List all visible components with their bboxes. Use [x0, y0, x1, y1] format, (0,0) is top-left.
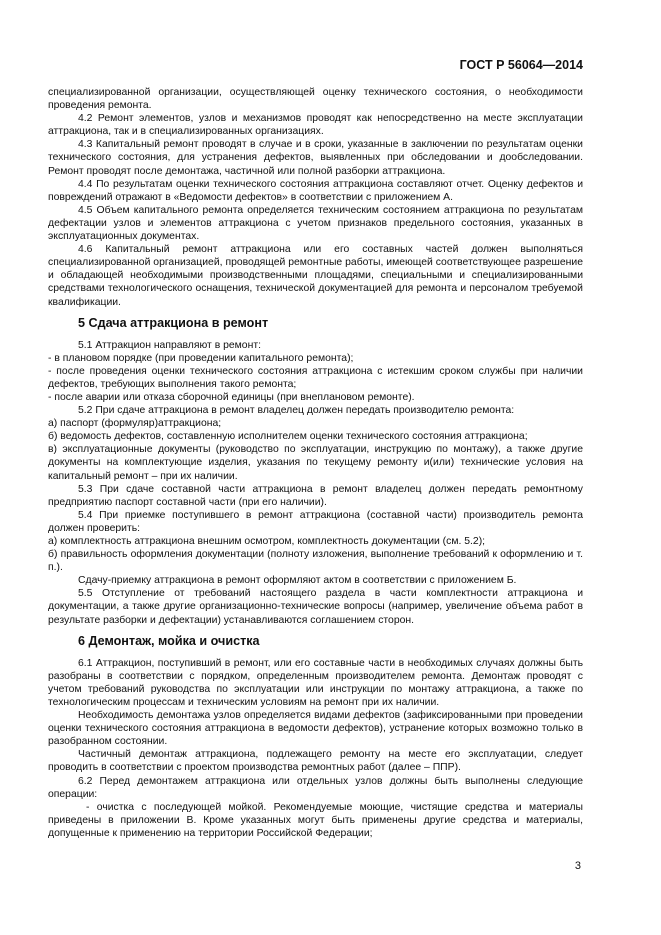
list-item: а) паспорт (формуляр)аттракциона; — [48, 418, 222, 430]
paragraph: Частичный демонтаж аттракциона, подлежащего ремонту на месте его эксплуатации, следует проводить в соответствии с проектом производства ремонтных работ (далее – ППР). — [48, 749, 583, 774]
paragraph: Необходимость демонтажа узлов определяется видами дефектов (зафиксированными при проведении оценки технического состояния аттракциона в ведомости дефектов), устранение которых возможно только в разобранном состоянии. — [48, 710, 583, 748]
document-body — [48, 86, 583, 840]
list-item: в) эксплуатационные документы (руководство по эксплуатации, инструкцию по монтажу), а также другие документы на комплектующие изделия, указания по текущему ремонту и(или) технические условия на капитальный ремонт – при их наличии. — [48, 444, 583, 482]
paragraph: 5.3 При сдаче составной части аттракциона в ремонт владелец должен передать ремонтному предприятию паспорт составной части (при его наличии). — [48, 483, 583, 508]
paragraph: специализированной организации, осуществляющей оценку технического состояния, о необходимости проведения ремонта. — [48, 87, 583, 112]
paragraph: 4.4 По результатам оценки технического состояния аттракциона составляют отчет. Оценку дефектов и повреждений отражают в «Ведомости дефектов» в соответствии с приложением А. — [48, 178, 583, 203]
paragraph: 5.2 При сдаче аттракциона в ремонт владелец должен передать производителю ремонта: — [78, 405, 515, 417]
paragraph: Сдачу-приемку аттракциона в ремонт оформляют актом в соответствии с приложением Б. — [78, 575, 517, 587]
paragraph: 4.2 Ремонт элементов, узлов и механизмов проводят как непосредственно на месте эксплуатации аттракциона, так и в специализированных организациях. — [48, 113, 583, 138]
section-heading: 6 Демонтаж, мойка и очистка — [78, 633, 260, 648]
list-item: б) ведомость дефектов, составленную исполнителем оценки технического состояния аттракциона; — [48, 431, 528, 443]
list-item: - после проведения оценки технического состояния аттракциона с истекшим сроком службы при наличии дефектов, требующих выполнения такого ремонта; — [48, 365, 583, 390]
list-item: - в плановом порядке (при проведении капитального ремонта); — [48, 352, 354, 364]
list-item: а) комплектность аттракциона внешним осмотром, комплектность документации (см. 5.2); — [48, 536, 486, 547]
paragraph: 5.4 При приемке поступившего в ремонт аттракциона (составной части) производитель ремонта должен проверить: — [48, 509, 583, 534]
section-heading: 5 Сдача аттракциона в ремонт — [78, 315, 269, 330]
paragraph: 6.2 Перед демонтажем аттракциона или отдельных узлов должны быть выполнены следующие операции: — [48, 775, 583, 800]
paragraph: 5.5 Отступление от требований настоящего раздела в части комплектности аттракциона и документации, а также другие организационно-технические вопросы (например, увеличение объема работ в результате разборки и дефектации) устанавливаются соглашением сторон. — [48, 588, 583, 626]
list-item: - после аварии или отказа сборочной единицы (при внеплановом ремонте). — [48, 391, 415, 403]
paragraph: 6.1 Аттракцион, поступивший в ремонт, или его составные части в необходимых случаях должны быть разобраны в соответствии с порядком, определенным производителем ремонта. Демонтаж проводят с учетом требований руководства по эксплуатации или инструкции по монтажу аттракциона, а также по технологическим процессам и техническим условиям на ремонт при их наличии. — [48, 657, 583, 708]
page-number: 3 — [574, 860, 581, 872]
paragraph: 4.5 Объем капитального ремонта определяется техническим состоянием аттракциона по результатам дефектации узлов и элементов аттракциона с учетом признаков предельного состояния, указанных в эксплуатационных документах. — [48, 204, 583, 243]
document-header: ГОСТ Р 56064—2014 — [459, 58, 583, 72]
paragraph: 5.1 Аттракцион направляют в ремонт: — [78, 339, 261, 351]
paragraph: 4.3 Капитальный ремонт проводят в случае и в сроки, указанные в заключении по результатам оценки технического состояния, для устранения дефектов, выявленных при обследовании и дообследовании. Ремонт проводят после демонтажа, частичной или полной разборки аттракциона. — [48, 139, 583, 177]
list-item: б) правильность оформления документации (полноту изложения, выполнение требований к оформлению и т. п.). — [48, 549, 583, 574]
paragraph: 4.6 Капитальный ремонт аттракциона или его составных частей должен выполняться специализированной организацией, проводящей ремонтные работы, имеющей соответствующее разрешение и обладающей необходимыми производственными площадями, специальными и специализированными средствами технологического оснащения, технической документацией для ремонта и персоналом требуемой квалификации. — [48, 244, 583, 308]
list-item: - очистка с последующей мойкой. Рекомендуемые моющие, чистящие средства и материалы приведены в приложении В. Кроме указанных могут быть применены другие средства и материалы, допущенные к применению на территории Российской Федерации; — [48, 801, 583, 839]
